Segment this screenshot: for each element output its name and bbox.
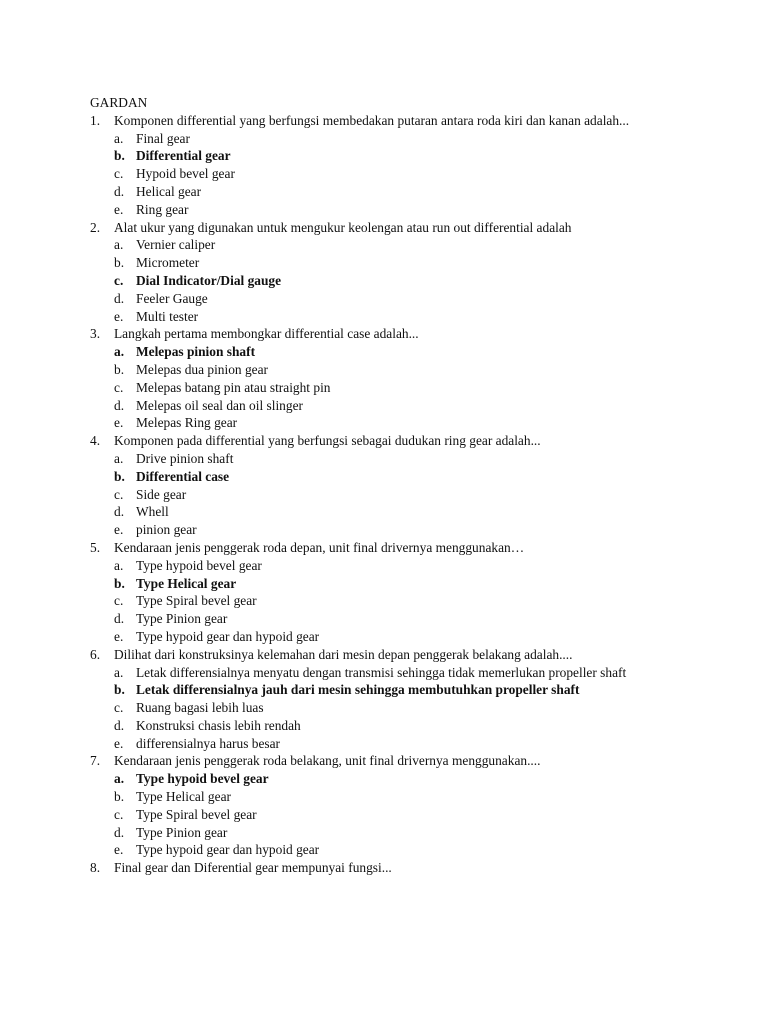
answer-option bbox=[90, 841, 708, 859]
answer-option bbox=[90, 824, 708, 842]
option-text: Melepas pinion shaft bbox=[136, 344, 256, 360]
answer-option bbox=[90, 450, 708, 468]
option-text: Konstruksi chasis lebih rendah bbox=[136, 717, 301, 733]
option-letter: e. bbox=[114, 308, 124, 324]
option-letter: a. bbox=[114, 344, 125, 360]
option-text: Differential gear bbox=[136, 148, 231, 164]
option-text: Drive pinion shaft bbox=[136, 450, 234, 466]
option-text: Melepas batang pin atau straight pin bbox=[136, 379, 331, 395]
question-text: Komponen pada differential yang berfungsi sebagai dudukan ring gear adalah... bbox=[114, 433, 541, 449]
option-text: Type Helical gear bbox=[136, 575, 237, 591]
option-text: Side gear bbox=[136, 486, 187, 502]
option-text: Hypoid bevel gear bbox=[136, 166, 235, 182]
option-text: Differential case bbox=[136, 468, 230, 484]
option-text: Type hypoid bevel gear bbox=[136, 557, 262, 573]
option-letter: c. bbox=[114, 166, 124, 182]
question-text: Alat ukur yang digunakan untuk mengukur keolengan atau run out differential adalah bbox=[114, 219, 572, 235]
option-text: Letak differensialnya jauh dari mesin sehingga membutuhkan propeller shaft bbox=[136, 682, 580, 698]
option-letter: e. bbox=[114, 201, 124, 217]
option-letter: d. bbox=[114, 504, 125, 520]
option-text: differensialnya harus besar bbox=[136, 735, 281, 751]
answer-option bbox=[90, 628, 708, 646]
answer-option bbox=[90, 414, 708, 432]
question-text: Kendaraan jenis penggerak roda belakang, unit final drivernya menggunakan.... bbox=[114, 753, 541, 769]
option-letter: b. bbox=[114, 468, 125, 484]
option-letter: a. bbox=[114, 771, 125, 787]
option-text: Melepas dua pinion gear bbox=[136, 361, 269, 377]
answer-option bbox=[90, 165, 708, 183]
option-text: Ruang bagasi lebih luas bbox=[136, 700, 264, 716]
question-text: Kendaraan jenis penggerak roda depan, unit final drivernya menggunakan… bbox=[114, 539, 525, 555]
option-text: Micrometer bbox=[136, 255, 200, 271]
answer-option bbox=[90, 183, 708, 201]
option-text: Type hypoid gear dan hypoid gear bbox=[136, 628, 320, 644]
option-text: Helical gear bbox=[136, 183, 202, 199]
option-letter: e. bbox=[114, 628, 124, 644]
answer-option bbox=[90, 486, 708, 504]
question-7 bbox=[90, 752, 708, 770]
answer-option bbox=[90, 735, 708, 753]
question-list bbox=[90, 112, 708, 877]
answer-option bbox=[90, 699, 708, 717]
question-4 bbox=[90, 432, 708, 450]
question-number: 5. bbox=[90, 539, 101, 555]
answer-option-correct bbox=[90, 147, 708, 165]
option-letter: b. bbox=[114, 255, 125, 271]
option-letter: b. bbox=[114, 575, 125, 591]
question-number: 2. bbox=[90, 219, 101, 235]
question-text: Dilihat dari konstruksinya kelemahan dari mesin depan penggerak belakang adalah.... bbox=[114, 646, 573, 662]
option-letter: d. bbox=[114, 611, 125, 627]
option-letter: c. bbox=[114, 379, 124, 395]
option-letter: b. bbox=[114, 361, 125, 377]
option-text: Type Helical gear bbox=[136, 789, 231, 805]
option-text: Type Spiral bevel gear bbox=[136, 593, 257, 609]
question-text: Komponen differential yang berfungsi membedakan putaran antara roda kiri dan kanan adalah... bbox=[114, 112, 630, 128]
option-text: Type hypoid bevel gear bbox=[136, 771, 269, 787]
question-text: Final gear dan Diferential gear mempunyai fungsi... bbox=[114, 860, 392, 876]
question-1 bbox=[90, 112, 708, 130]
option-letter: e. bbox=[114, 842, 124, 858]
option-text: Final gear bbox=[136, 130, 190, 146]
option-letter: d. bbox=[114, 397, 125, 413]
option-letter: a. bbox=[114, 237, 124, 253]
answer-option-correct bbox=[90, 468, 708, 486]
option-letter: d. bbox=[114, 824, 125, 840]
option-text: Multi tester bbox=[136, 308, 199, 324]
answer-option bbox=[90, 503, 708, 521]
option-text: Feeler Gauge bbox=[136, 290, 208, 306]
option-letter: b. bbox=[114, 148, 125, 164]
answer-option-correct bbox=[90, 681, 708, 699]
answer-option bbox=[90, 379, 708, 397]
option-text: Ring gear bbox=[136, 201, 189, 217]
answer-option bbox=[90, 806, 708, 824]
option-letter: b. bbox=[114, 789, 125, 805]
option-letter: a. bbox=[114, 557, 124, 573]
option-letter: e. bbox=[114, 415, 124, 431]
question-3 bbox=[90, 325, 708, 343]
answer-option bbox=[90, 788, 708, 806]
answer-option bbox=[90, 236, 708, 254]
option-letter: b. bbox=[114, 682, 125, 698]
option-text: Type Pinion gear bbox=[136, 824, 228, 840]
option-text: Melepas Ring gear bbox=[136, 415, 238, 431]
question-number: 1. bbox=[90, 112, 101, 128]
option-letter: a. bbox=[114, 664, 124, 680]
option-letter: d. bbox=[114, 183, 125, 199]
option-letter: c. bbox=[114, 700, 124, 716]
answer-option bbox=[90, 254, 708, 272]
answer-option bbox=[90, 717, 708, 735]
question-number: 8. bbox=[90, 860, 101, 876]
option-text: Type Pinion gear bbox=[136, 611, 228, 627]
option-letter: c. bbox=[114, 593, 124, 609]
option-letter: a. bbox=[114, 130, 124, 146]
option-letter: d. bbox=[114, 290, 125, 306]
answer-option bbox=[90, 521, 708, 539]
option-text: Letak differensialnya menyatu dengan transmisi sehingga tidak memerlukan propeller shaft bbox=[136, 664, 627, 680]
question-text: Langkah pertama membongkar differential case adalah... bbox=[114, 326, 419, 342]
question-number: 6. bbox=[90, 646, 101, 662]
answer-option bbox=[90, 130, 708, 148]
option-letter: e. bbox=[114, 735, 124, 751]
answer-option bbox=[90, 308, 708, 326]
answer-option bbox=[90, 610, 708, 628]
question-6 bbox=[90, 646, 708, 664]
option-letter: c. bbox=[114, 806, 124, 822]
answer-option bbox=[90, 361, 708, 379]
question-2 bbox=[90, 219, 708, 237]
option-letter: c. bbox=[114, 272, 124, 288]
question-number: 3. bbox=[90, 326, 101, 342]
option-text: Vernier caliper bbox=[136, 237, 216, 253]
question-5 bbox=[90, 539, 708, 557]
option-text: Dial Indicator/Dial gauge bbox=[136, 272, 282, 288]
option-text: Type Spiral bevel gear bbox=[136, 806, 257, 822]
question-number: 7. bbox=[90, 753, 101, 769]
answer-option bbox=[90, 592, 708, 610]
answer-option bbox=[90, 397, 708, 415]
answer-option-correct bbox=[90, 272, 708, 290]
option-text: Melepas oil seal dan oil slinger bbox=[136, 397, 303, 413]
answer-option-correct bbox=[90, 575, 708, 593]
answer-option-correct bbox=[90, 343, 708, 361]
answer-option-correct bbox=[90, 770, 708, 788]
answer-option bbox=[90, 664, 708, 682]
option-text: Type hypoid gear dan hypoid gear bbox=[136, 842, 320, 858]
document-title: GARDAN bbox=[90, 95, 148, 110]
question-8 bbox=[90, 859, 708, 877]
answer-option bbox=[90, 557, 708, 575]
option-letter: c. bbox=[114, 486, 124, 502]
option-letter: e. bbox=[114, 522, 124, 538]
answer-option bbox=[90, 290, 708, 308]
answer-option bbox=[90, 201, 708, 219]
option-letter: d. bbox=[114, 717, 125, 733]
option-letter: a. bbox=[114, 450, 124, 466]
option-text: pinion gear bbox=[136, 522, 197, 538]
question-number: 4. bbox=[90, 433, 101, 449]
option-text: Whell bbox=[136, 504, 169, 520]
